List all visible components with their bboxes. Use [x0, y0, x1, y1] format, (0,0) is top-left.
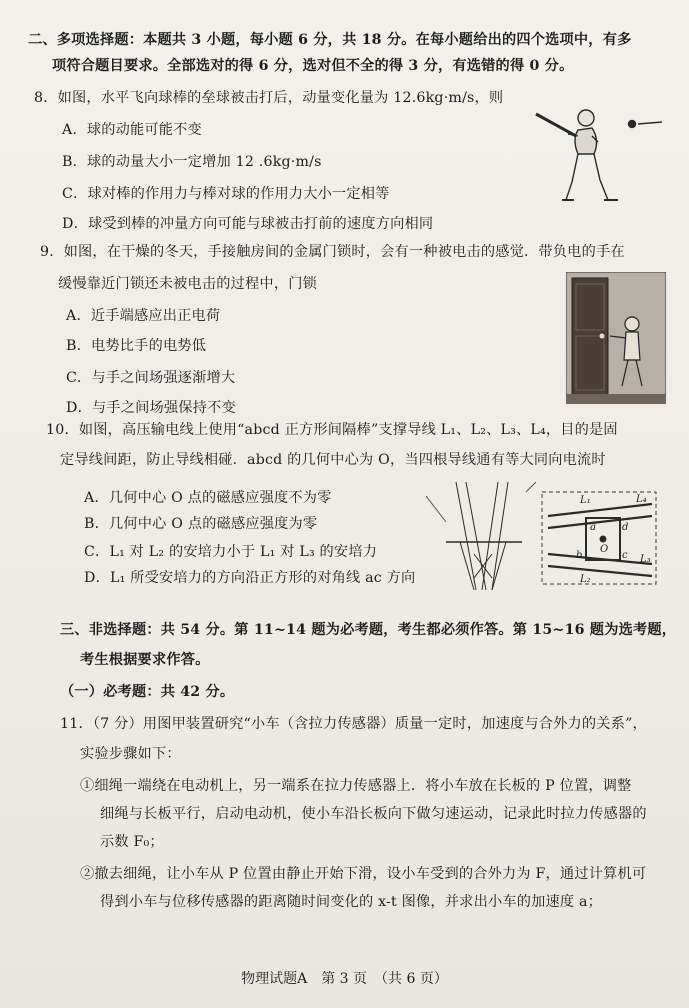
label-l2: L₂ — [580, 574, 591, 585]
section3-heading-line2: 考生根据要求作答。 — [80, 652, 210, 668]
baseball — [629, 121, 636, 128]
q10-option-a: A．几何中心 O 点的磁感应强度不为零 — [84, 490, 332, 506]
batter-figure — [528, 96, 668, 208]
q11-step1-line2: 细绳与长板平行，启动电动机，使小车沿长板向下做匀速运动，记录此时拉力传感器的 — [100, 806, 647, 822]
bat — [536, 114, 576, 136]
q8-option-d: D．球受到棒的冲量方向可能与球被击打前的速度方向相同 — [62, 216, 434, 232]
q11-step1-line3: 示数 F₀； — [100, 834, 164, 850]
batter-torso — [575, 128, 597, 154]
q11-step2-line1: ②撤去细绳，让小车从 P 位置由静止开始下滑，设小车受到的合外力为 F，通过计算机可 — [80, 866, 647, 882]
label-o: O — [600, 544, 609, 555]
ball-motion-line — [638, 122, 662, 124]
batter-leg-left — [566, 154, 578, 200]
section2-heading-line1: 二、多项选择题：本题共 3 小题，每小题 6 分，共 18 分。在每小题给出的四个选项中，有多 — [28, 32, 632, 48]
q9-option-a: A．近手端感应出正电荷 — [66, 308, 221, 324]
section2-heading-line2: 项符合题目要求。全部选对的得 6 分，选对但不全的得 3 分，有选错的得 0 分。 — [52, 58, 574, 74]
page-footer: 物理试题A 第 3 页 （共 6 页） — [241, 971, 448, 987]
q9-option-b: B．电势比手的电势低 — [66, 338, 207, 354]
q9-option-d: D．与手之间场强保持不变 — [66, 400, 236, 416]
door-lock — [600, 334, 605, 339]
q10-option-b: B．几何中心 O 点的磁感应强度为零 — [84, 516, 318, 532]
label-l4: L₄ — [636, 494, 647, 505]
q11-step2-line2: 得到小车与位移传感器的距离随时间变化的 x-t 图像，并求出小车的加速度 a； — [100, 894, 603, 910]
q8-option-c: C．球对棒的作用力与棒对球的作用力大小一定相等 — [62, 186, 390, 202]
spacer-detail-figure — [540, 490, 658, 586]
q9-option-c: C．与手之间场强逐渐增大 — [66, 370, 236, 386]
power-tower-figure — [426, 482, 536, 590]
door-figure — [566, 272, 666, 404]
label-c: c — [622, 550, 628, 561]
batter-head — [578, 110, 594, 126]
label-d: d — [622, 522, 629, 533]
q11-step1-line1: ①细绳一端绕在电动机上，另一端系在拉力传感器上．将小车放在长板的 P 位置，调整 — [80, 778, 632, 794]
q8-stem: 8．如图，水平飞向球棒的垒球被击打后，动量变化量为 12.6kg·m/s，则 — [34, 90, 504, 106]
q9-stem-line2: 缓慢靠近门锁还未被电击的过程中，门锁 — [58, 276, 317, 292]
q10-option-c: C．L₁ 对 L₂ 的安培力小于 L₁ 对 L₃ 的安培力 — [84, 544, 378, 560]
person-head — [625, 317, 639, 331]
q10-stem-line2: 定导线间距，防止导线相碰．abcd 的几何中心为 O，当四根导线通有等大同向电流时 — [60, 452, 606, 468]
q11-stem-line2: 实验步骤如下： — [80, 746, 181, 762]
label-a: a — [590, 522, 596, 533]
q10-option-d: D．L₁ 所受安培力的方向沿正方形的对角线 ac 方向 — [84, 570, 416, 586]
q8-option-b: B．球的动量大小一定增加 12 .6kg·m/s — [62, 154, 322, 170]
person-body — [624, 332, 640, 360]
label-l3: L₃ — [640, 554, 651, 565]
batter-leg-right — [594, 154, 608, 200]
q9-stem-line1: 9．如图，在干燥的冬天，手接触房间的金属门锁时，会有一种被电击的感觉．带负电的手在 — [40, 244, 625, 260]
center-point-o — [600, 536, 606, 542]
label-b: b — [576, 550, 583, 561]
section3-heading-line1: 三、非选择题：共 54 分。第 11~14 题为必考题，考生都必须作答。第 15~16 题为选考题， — [60, 622, 677, 638]
q8-option-a: A．球的动能可能不变 — [62, 122, 202, 138]
q10-stem-line1: 10．如图，高压输电线上使用“abcd 正方形间隔棒”支撑导线 L₁、L₂、L₃、L₄，目的是固 — [46, 422, 618, 438]
q11-stem-line1: 11．（7 分）用图甲装置研究“小车（含拉力传感器）质量一定时，加速度与合外力的关系”， — [60, 716, 647, 732]
section3-sub-heading: （一）必考题：共 42 分。 — [60, 684, 235, 700]
label-l1: L₁ — [580, 495, 591, 506]
